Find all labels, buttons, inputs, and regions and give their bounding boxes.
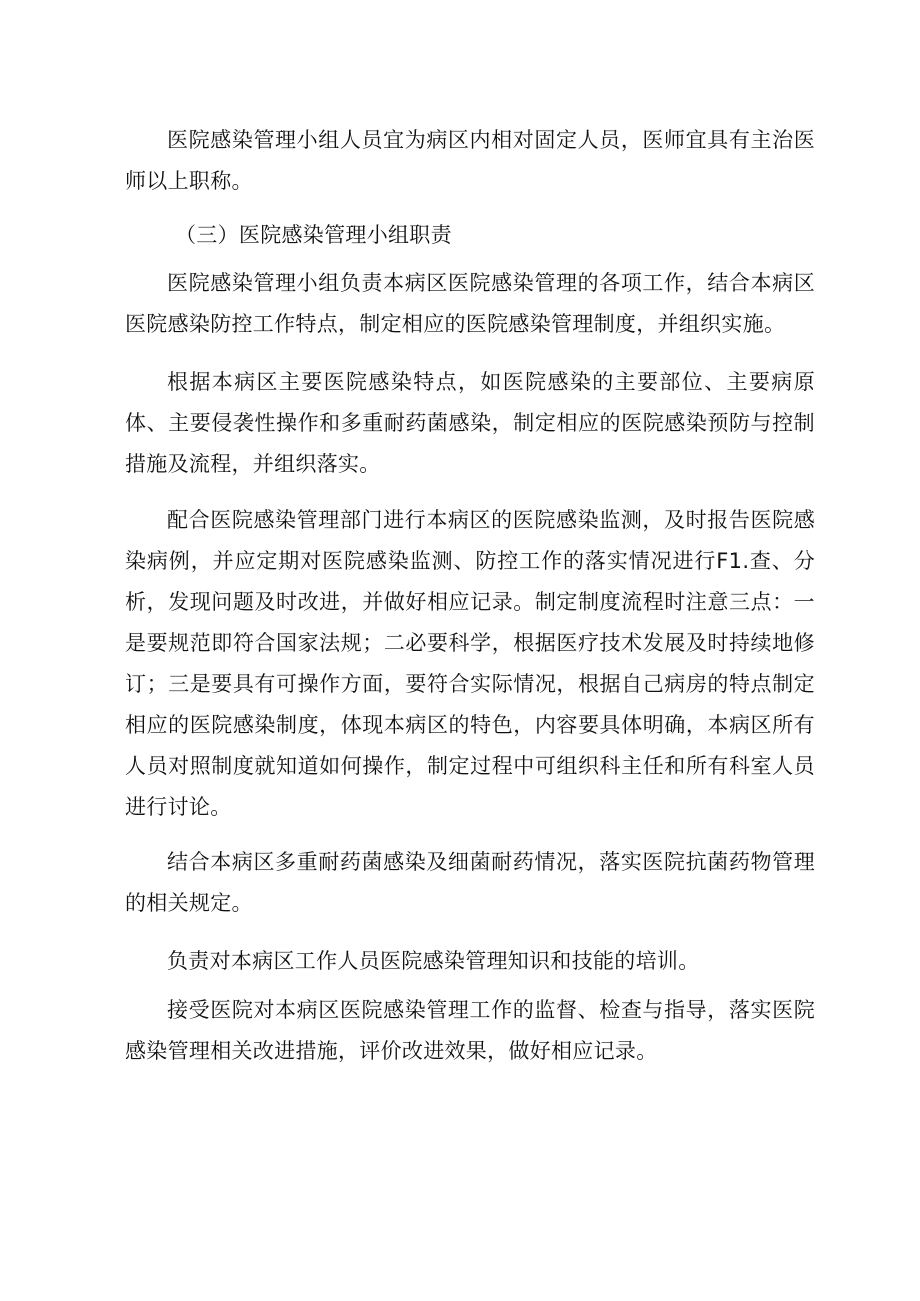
section-heading: （三）医院感染管理小组职责 — [175, 223, 452, 247]
paragraph-group-responsibility: 医院感染管理小组负责本病区医院感染管理的各项工作，结合本病区医院感染防控工作特点，制定相应的医院感染管理制度，并组织实施。 — [125, 271, 815, 336]
paragraph-staff-training: 负责对本病区工作人员医院感染管理知识和技能的培训。 — [167, 949, 700, 973]
paragraph-staff-qualification: 医院感染管理小组人员宜为病区内相对固定人员，医师宜具有主治医师以上职称。 — [125, 128, 815, 193]
paragraph-infection-control-measures: 根据本病区主要医院感染特点，如医院感染的主要部位、主要病原体、主要侵袭性操作和多重耐药菌感染，制定相应的医院感染预防与控制措施及流程，并组织落实。 — [125, 370, 815, 476]
paragraph-monitoring-and-reporting: 配合医院感染管理部门进行本病区的医院感染监测，及时报告医院感染病例，并应定期对医院感染监测、防控工作的落实情况进行F1.查、分析，发现问题及时改进，并做好相应记录。制定制度流程时注意三点：一是要规范即符合国家法规；二必要科学，根据医疗技术发展及时持续地修订；三是要具有可操作方面，要符合实际情况，根据自己病房的特点制定相应的医院感染制度，体现本病区的特色，内容要具体明确，本病区所有人员对照制度就知道如何操作，制定过程中可组织科主任和所有科室人员进行讨论。 — [125, 508, 815, 819]
paragraph-supervision-and-improvement: 接受医院对本病区医院感染管理工作的监督、检查与指导，落实医院感染管理相关改进措施，评价改进效果，做好相应记录。 — [125, 998, 815, 1063]
paragraph-antimicrobial-management: 结合本病区多重耐药菌感染及细菌耐药情况，落实医院抗菌药物管理的相关规定。 — [125, 850, 815, 915]
